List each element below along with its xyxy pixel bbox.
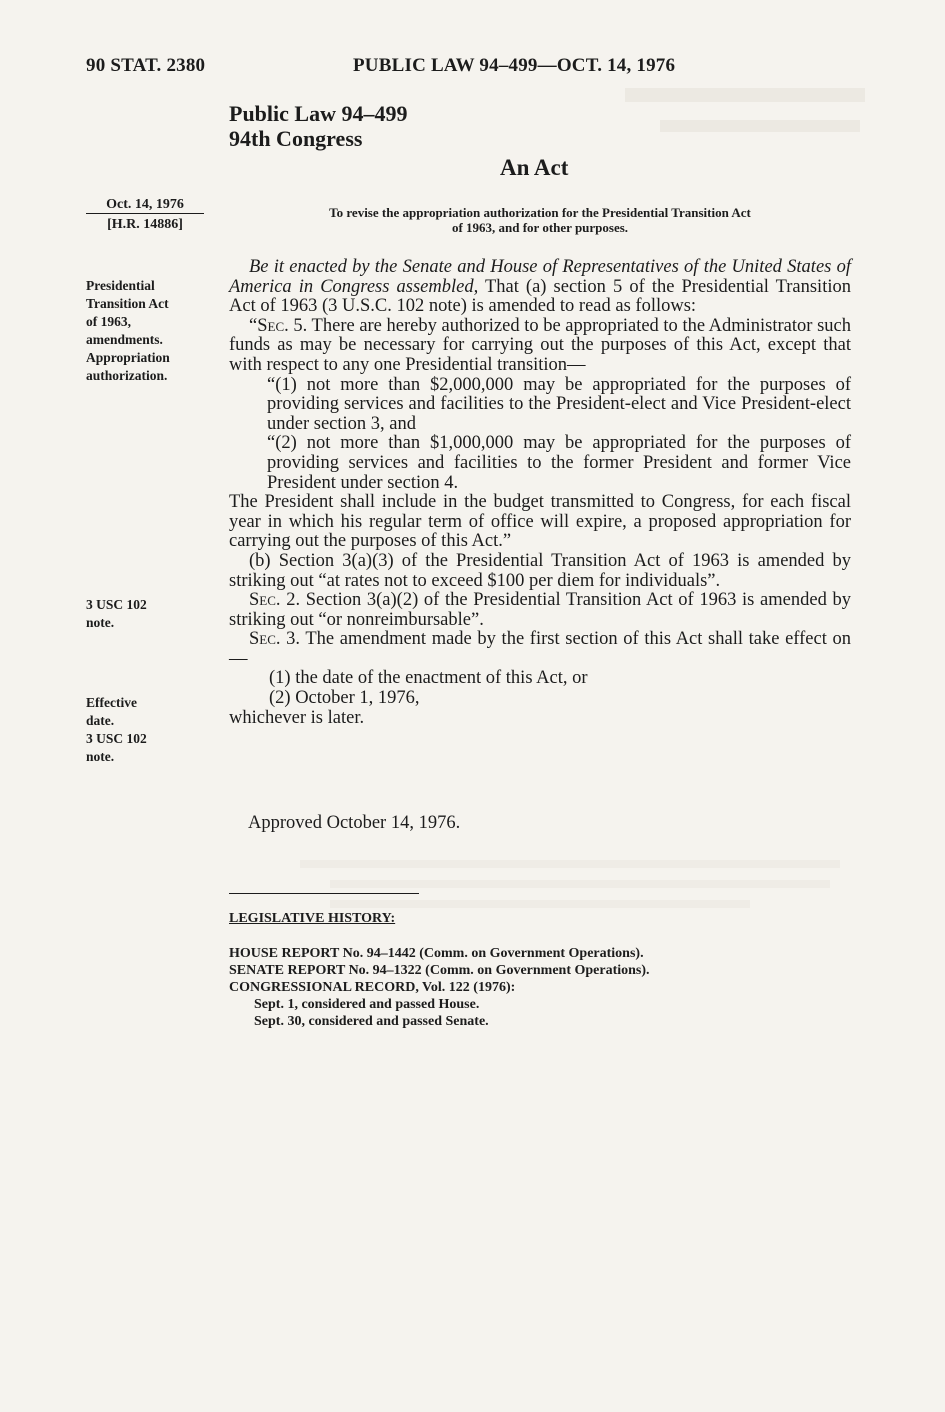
house-action: Sept. 1, considered and passed House. xyxy=(254,997,480,1012)
senate-action: Sept. 30, considered and passed Senate. xyxy=(254,1014,489,1029)
note-line: amendments. xyxy=(86,332,163,347)
note-line: Transition Act xyxy=(86,296,169,311)
act-body xyxy=(229,258,851,728)
section-2 xyxy=(229,591,851,630)
stat-reference: 90 STAT. 2380 xyxy=(86,55,206,76)
note-line: 3 USC 102 xyxy=(86,597,147,612)
note-line: Effective xyxy=(86,695,137,710)
note-line: authorization. xyxy=(86,368,168,383)
note-line: note. xyxy=(86,615,115,630)
approval-date: Approved October 14, 1976. xyxy=(248,813,461,833)
paragraph-1: “(1) not more than $2,000,000 may be appropriated for the purposes of providing services and facilities to the President-elect and Vice President-elect under section 3, and xyxy=(267,374,851,434)
legislative-history xyxy=(229,945,650,1030)
note-line: note. xyxy=(86,749,115,764)
enactment-date-box xyxy=(86,197,204,233)
section-3-body: 3. The amendment made by the first section of this Act shall take effect on— xyxy=(229,629,851,669)
date-rule xyxy=(86,213,204,214)
act-label: An Act xyxy=(500,155,569,180)
section-5-text xyxy=(229,317,851,376)
note-line: date. xyxy=(86,713,115,728)
act-purpose xyxy=(229,205,851,235)
section-3 xyxy=(229,630,851,669)
purpose-line-1: To revise the appropriation authorization for the Presidential Transition Act xyxy=(329,205,751,220)
section-5-body: 5. There are hereby authorized to be appropriated to the Administrator such funds as may be necessary for carrying out the purposes of this Act, except that with respect to any one Presidential transition— xyxy=(229,315,851,375)
enactment-date: Oct. 14, 1976 xyxy=(106,197,184,212)
quote-mark: “ xyxy=(249,315,258,336)
sec-abbr: Sec. xyxy=(249,590,281,611)
margin-note-effective-date xyxy=(86,694,147,766)
note-line: Presidential xyxy=(86,278,155,293)
bill-number: [H.R. 14886] xyxy=(107,217,183,232)
congressional-record: CONGRESSIONAL RECORD, Vol. 122 (1976): xyxy=(229,980,516,995)
section-2-body: 2. Section 3(a)(2) of the Presidential Transition Act of 1963 is amended by striking out “or nonreimbursable”. xyxy=(229,590,851,630)
enacting-formula: Be it enacted by the Senate and House of Representatives of the United States of America in Congress assembled, xyxy=(229,257,851,297)
enacting-clause xyxy=(229,258,851,317)
house-report: HOUSE REPORT No. 94–1442 (Comm. on Government Operations). xyxy=(229,946,644,961)
note-line: 3 USC 102 xyxy=(86,731,147,746)
running-head: PUBLIC LAW 94–499—OCT. 14, 1976 xyxy=(353,55,676,76)
congress-number: 94th Congress xyxy=(229,126,363,151)
subsection-b: (b) Section 3(a)(3) of the Presidential Transition Act of 1963 is amended by striking out “at rates not to exceed $100 per diem for individuals”. xyxy=(229,550,851,591)
history-rule xyxy=(229,893,419,894)
law-number: Public Law 94–499 xyxy=(229,101,408,126)
note-line: of 1963, xyxy=(86,314,131,329)
margin-note-amendments xyxy=(86,277,170,385)
law-title xyxy=(229,101,407,151)
margin-note-usc xyxy=(86,596,147,632)
note-line: Appropriation xyxy=(86,350,170,365)
enacting-text: That (a) section 5 of the Presidential Transition Act of 1963 (3 U.S.C. 102 note) is amended to read as follows: xyxy=(229,276,851,317)
effective-item-1: (1) the date of the enactment of this Act, or xyxy=(269,668,588,689)
senate-report: SENATE REPORT No. 94–1322 (Comm. on Government Operations). xyxy=(229,963,650,978)
sec-abbr: Sec. xyxy=(249,629,281,650)
purpose-line-2: of 1963, and for other purposes. xyxy=(451,220,629,235)
effective-item-2: (2) October 1, 1976, xyxy=(269,688,420,709)
budget-clause: The President shall include in the budget transmitted to Congress, for each fiscal year in which his regular term of office will expire, a proposed appropriation for carrying out the purposes of this Act.” xyxy=(229,492,851,552)
paragraph-2: “(2) not more than $1,000,000 may be appropriated for the purposes of providing services and facilities to the former President and former Vice President under section 4. xyxy=(267,433,851,493)
legislative-history-heading: LEGISLATIVE HISTORY: xyxy=(229,911,396,926)
whichever-later: whichever is later. xyxy=(229,707,365,728)
sec-abbr: Sec. xyxy=(257,315,289,336)
